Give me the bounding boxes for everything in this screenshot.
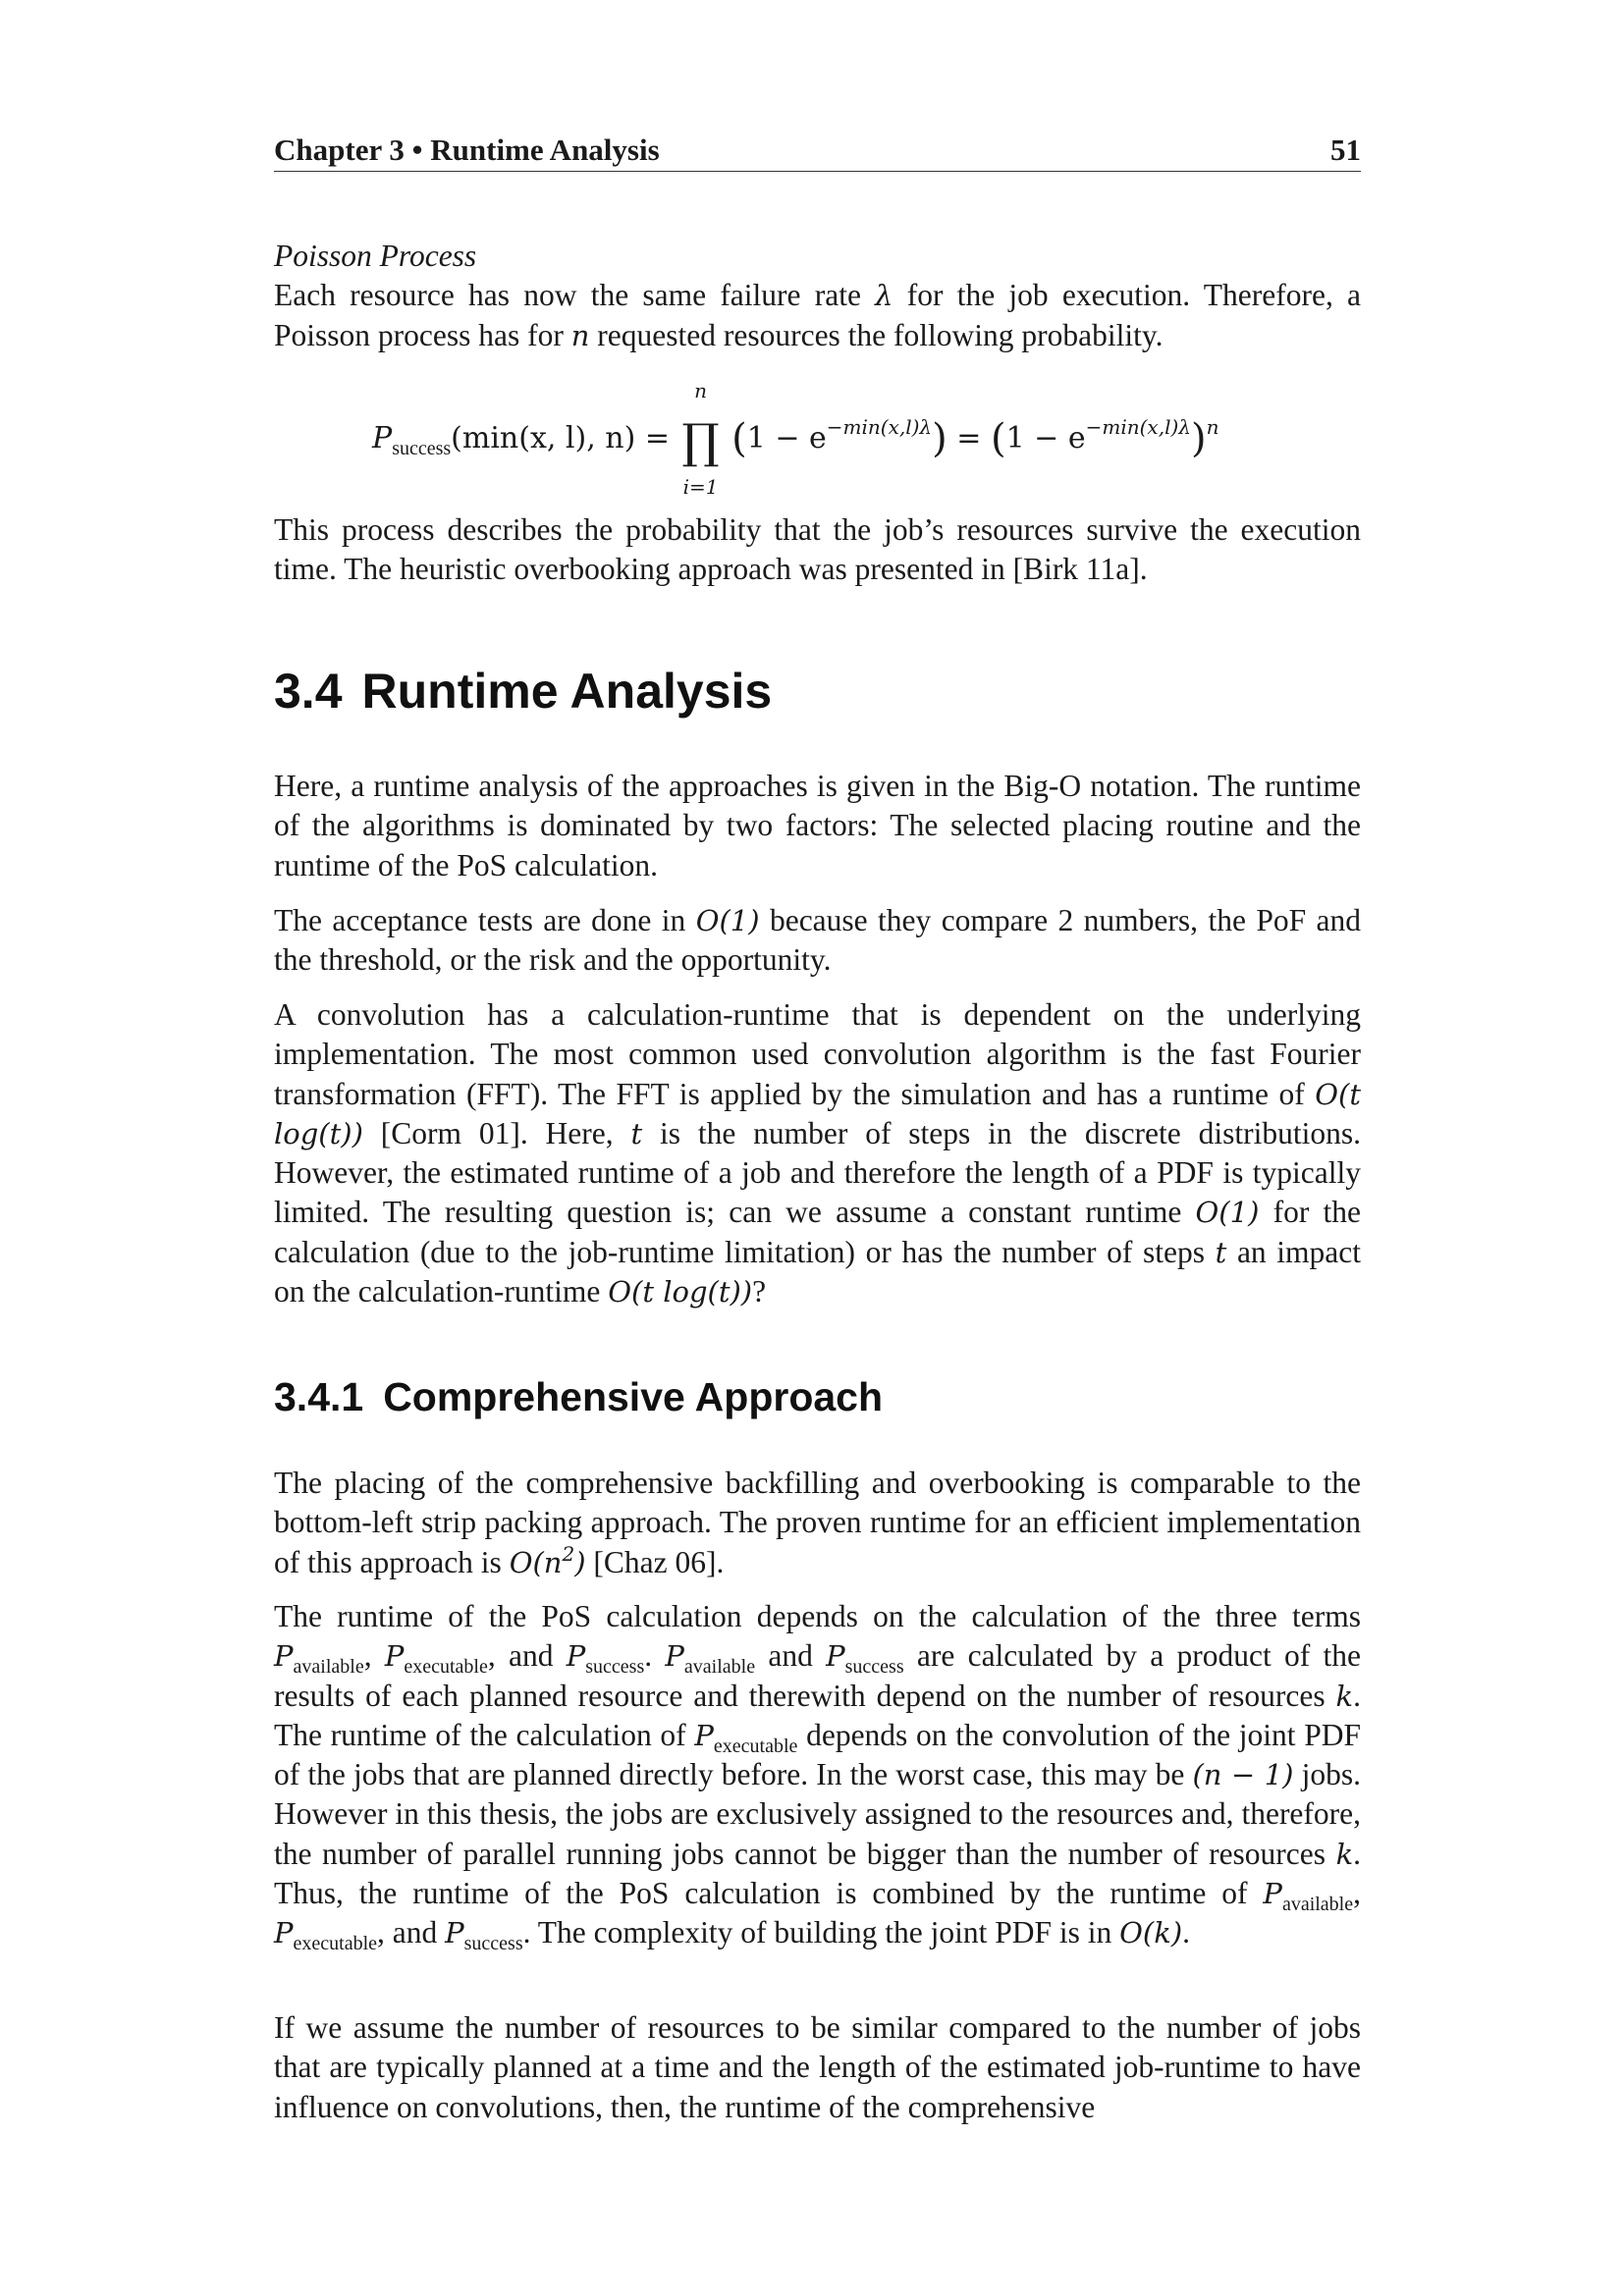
math-tlogt: O(t log(t)) [608,1275,753,1309]
poisson-block [274,237,1361,355]
text-run: for the calculation (due to the job-runtime limitation) or has the number of steps [274,1195,1362,1269]
text-run: ? [752,1274,767,1309]
eq-outer-exponent: n [1206,415,1219,439]
subscript-executable: executable [713,1735,798,1757]
subscript-success: success [585,1656,645,1679]
math-o1: O(1) [695,904,760,937]
math-p: P [274,1916,294,1950]
math-k: k [1335,1837,1354,1871]
subscript-available: available [293,1656,364,1679]
text-run: is the number of steps in the discrete distributions. However, the estimated runtime of a job and therefore the length of a PDF is typically limited. The resulting question is; can we assume a constant runtime [274,1115,1361,1230]
math-n: n [570,318,590,352]
text-run: . The complexity of building the joint PDF is in [522,1915,1112,1950]
section-number: 3.4 [274,664,343,719]
subscript-executable: executable [404,1656,488,1679]
text-run: [Chaz 06]. [593,1544,725,1579]
text-run: jobs. However in this thesis, the jobs are exclusively assigned to the resources and, therefore, the number of parallel running jobs cannot be bigger than the number of resources [274,1757,1362,1871]
chapter-title: Chapter 3 • Runtime Analysis [274,133,660,167]
text-run: [Corm 01]. Here, [380,1115,614,1150]
subscript-available: available [1281,1894,1354,1916]
math-k: k [1335,1679,1354,1713]
poisson-text: for the job execution. Therefore, a Poisson process has for [274,278,1362,352]
eq-term2: 1 − e [1005,421,1086,455]
text-run: The acceptance tests are done in [274,903,686,937]
eq-lhs: P [372,421,393,455]
subsection-paragraph-3: If we assume the number of resources to be similar compared to the number of jobs that are typically planned at a time and the length of the estimated job-runtime to have influence on convolutions, then, the runtime of the comprehensive [274,2010,1361,2124]
math-o1: O(1) [1195,1196,1260,1230]
eq-term1: 1 − e [746,421,827,455]
subscript-success: success [844,1656,904,1679]
text-run: because they compare 2 numbers, the PoF and the threshold, or the risk and the opportunity. [274,903,1361,978]
product-lower-limit: i=1 [682,475,719,499]
product-symbol: ∏ n i=1 [679,414,723,469]
text-run: . Thus, the runtime of the PoS calculation is combined by the runtime of [274,1836,1362,1911]
section-paragraph-2 [274,901,1361,981]
math-n-squared: $O(n^2)$ [509,1541,586,1579]
subsection-paragraph-1 [274,1464,1361,1582]
math-p: P [694,1718,714,1752]
text-run: A convolution has a calculation-runtime that is dependent on the underlying implementation. The most common used convolution algorithm is the fast Fourier transformation (FFT). The FFT is applied by the simulation and has a runtime of [274,997,1361,1111]
math-t: t [630,1116,643,1150]
poisson-heading: Poisson Process [274,239,477,273]
text-run: The runtime of the PoS calculation depends on the calculation of the three terms [274,1599,1361,1633]
product-upper-limit: n [694,379,707,402]
subsection-paragraph-2: The runtime of the PoS calculation depends on the calculation of the three terms $P_{available}$, $P_{executable}$, and $P_{success}$. $P_{available}$ and $P_{success}$ are calculated by a product of the results of each planned resource and therewith depend on the number of resources k. The runtime of the calculation of $P_{executable}$ depends on the convolution of the joint PDF of the jobs that are planned directly before. In the worst case, this may be (n − 1) jobs. However in this thesis, the jobs are exclusively assigned to the resources and, therefore, the number of parallel running jobs cannot be bigger than the number of resources k. Thus, the runtime of the PoS calculation is combined by the runtime of $P_{available}$, $P_{executable}$, and $P_{success}$. The complexity of building the joint PDF is in O(k). [274,1599,1362,1955]
poisson-paragraph [274,276,1361,355]
math-p: P [1263,1877,1282,1911]
math-p: P [665,1639,684,1674]
eq-equals: = [956,421,982,455]
math-t: t [1215,1235,1227,1269]
after-equation-paragraph: This process describes the probability that the job’s resources survive the execution time. The heuristic overbooking approach was presented in [Birk 11a]. [274,512,1361,587]
math-n-minus-1: (n − 1) [1192,1758,1294,1792]
subsection-number: 3.4.1 [274,1374,364,1419]
subscript-success: success [463,1933,523,1955]
section-title: Runtime Analysis [361,664,773,719]
subscript-available: available [683,1656,756,1679]
equation-line: $P_{success}(\min(x$, l), n) = ∏ n i=1 $(1 - e^{-min(x,l)\lambda}) = (1 - e^{-min(x,l)\lambda})^n$ [372,379,1219,499]
section-paragraph-3 [274,995,1361,1311]
math-p: P [384,1639,405,1674]
poisson-text: requested resources the following probability. [597,317,1164,352]
math-p: P [826,1639,845,1674]
math-ok: O(k) [1119,1916,1183,1950]
text-run: . The runtime of the calculation of [274,1678,1361,1752]
math-p: P [445,1916,464,1950]
text-run: an impact on the calculation-runtime [274,1234,1362,1309]
eq-lhs-args: (min(x, l), n) = [451,421,671,455]
section-paragraph-1: Here, a runtime analysis of the approaches is given in the Big-O notation. The runtime of the algorithms is dominated by two factors: The selected placing routine and the runtime of the PoS calculation. [274,769,1361,882]
section-heading [274,663,772,720]
math-p: P [566,1639,586,1674]
text-run: The placing of the comprehensive backfilling and overbooking is comparable to the bottom-left strip packing approach. The proven runtime for an efficient implementation of this approach is [274,1466,1361,1579]
subscript-executable: executable [293,1933,378,1955]
page-number: 51 [1330,133,1361,167]
text-run: depends on the convolution of the joint PDF of the jobs that are planned directly before. In the worst case, this may be [274,1717,1362,1792]
poisson-text: Each resource has now the same failure rate [274,278,861,313]
running-header [274,130,1361,172]
eq-term1-exponent: −min(x,l)λ [826,415,933,439]
poisson-equation [372,379,1354,499]
subsection-heading [274,1374,883,1420]
text-run: are calculated by a product of the results of each planned resource and therewith depend on the number of resources [274,1638,1362,1713]
math-lambda: λ [875,279,893,313]
math-tlogt: O(t log(t)) [274,1077,1361,1150]
subsection-title: Comprehensive Approach [383,1374,884,1419]
math-p: P [274,1639,294,1674]
eq-term2-exponent: −min(x,l)λ [1085,415,1191,439]
eq-lhs-subscript: success [392,438,452,459]
